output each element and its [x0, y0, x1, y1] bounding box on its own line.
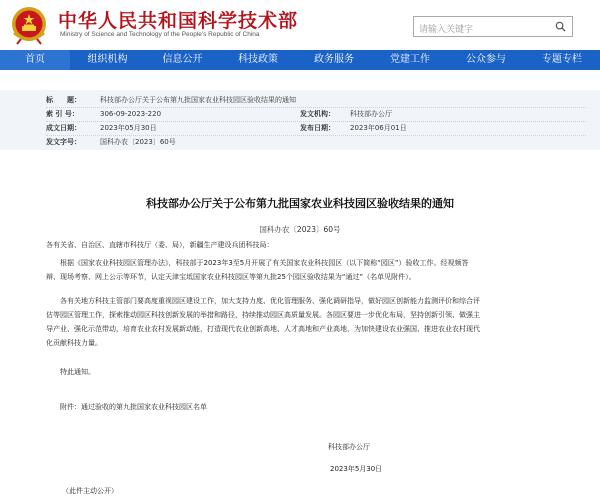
- main-nav: [0, 50, 600, 70]
- paragraph-line: 根据《国家农业科技园区管理办法》，科技部于2023年3至5月开展了有关国家农业科技园区（以下简称“园区”）验收工作。经视频答: [46, 259, 469, 267]
- meta-created-label: 成文日期：: [46, 124, 81, 132]
- nav-item-info[interactable]: 信息公开: [162, 54, 203, 65]
- meta-index-value: 306-09-2023-220: [100, 110, 162, 118]
- meta-issuer-value: 科技部办公厅: [350, 110, 392, 118]
- document-metadata: [0, 90, 600, 150]
- site-name[interactable]: 中华人民共和国科学技术部: [58, 10, 299, 32]
- meta-index-label: 索 引 号：: [46, 110, 79, 118]
- salutation-line: 各有关省、自治区、直辖市科技厅（委、局），新疆生产建设兵团科技局：: [46, 241, 274, 249]
- meta-docno-value: 国科办农〔2023〕60号: [100, 138, 176, 146]
- article-signature: 科技部办公厅: [328, 443, 370, 451]
- paragraph-line: 导产业、强化示范带动，培育农业农村发展新动能，打造现代农业创新高地、人才高地和产业高地，为加快建设农业强国、推进农业农村现代: [46, 325, 480, 333]
- nav-item-service[interactable]: 政务服务: [314, 54, 354, 65]
- attachment-link[interactable]: 附件：通过验收的第九批国家农业科技园区名单: [46, 403, 207, 411]
- article-paragraph-1: [46, 256, 562, 284]
- search-input[interactable]: [414, 21, 546, 40]
- meta-title-value: 科技部办公厅关于公布第九批国家农业科技园区验收结果的通知: [100, 96, 296, 104]
- search-button[interactable]: [548, 17, 572, 36]
- paragraph-line: 化贡献科技力量。: [46, 339, 102, 347]
- article-attachment: [46, 400, 562, 414]
- meta-issuer-label: 发文机构：: [300, 110, 335, 118]
- national-emblem-icon[interactable]: [8, 5, 50, 45]
- meta-row-title: [0, 94, 600, 106]
- article-doc-number: 国科办农〔2023〕60号: [259, 225, 341, 234]
- article-date: 2023年5月30日: [330, 465, 383, 473]
- closing-line: 特此通知。: [46, 368, 95, 376]
- nav-item-public[interactable]: 公众参与: [466, 54, 506, 65]
- article-title: 科技部办公厅关于公布第九批国家农业科技园区验收结果的通知: [146, 197, 454, 210]
- meta-docno-label: 发文字号：: [46, 138, 81, 146]
- article-salutation: [46, 238, 562, 252]
- meta-published-label: 发布日期：: [300, 124, 335, 132]
- paragraph-line: 估等园区管理工作，探索推动园区科技创新发展的举措和路径，持续推动园区高质量发展。各园区要进一步优化布局，坚持创新引领、做强主: [46, 311, 480, 319]
- nav-item-topics[interactable]: 专题专栏: [542, 54, 582, 65]
- nav-item-home[interactable]: 首页: [0, 50, 70, 70]
- site-header: [0, 0, 600, 50]
- meta-row-docno: [0, 136, 600, 148]
- nav-item-party[interactable]: 党建工作: [390, 54, 430, 65]
- article-paragraph-2: [46, 294, 562, 350]
- meta-created-value: 2023年05月30日: [100, 124, 157, 132]
- search-icon: [555, 21, 566, 32]
- article-closing: [46, 365, 562, 379]
- meta-title-label: 标 题：: [46, 96, 81, 104]
- nav-item-policy[interactable]: 科技政策: [238, 54, 278, 65]
- site-name-english: Ministry of Science and Technology of the People's Republic of China: [60, 31, 260, 38]
- nav-item-org[interactable]: 组织机构: [87, 54, 128, 65]
- paragraph-line: 各有关地方科技主管部门要高度重视园区建设工作，加大支持力度、优化管理服务、强化调研指导，做好园区创新能力监测评价和综合评: [46, 297, 480, 305]
- meta-published-value: 2023年06月01日: [350, 124, 407, 132]
- meta-row-index: [0, 108, 600, 120]
- paragraph-line: 辩、现场考察、网上公示等环节，认定天津宝坻国家农业科技园区等第九批25个园区验收结果为“通过”（名单见附件）。: [46, 273, 416, 281]
- article-note: （此件主动公开）: [62, 487, 118, 495]
- search-box: [413, 16, 573, 37]
- meta-row-dates: [0, 122, 600, 134]
